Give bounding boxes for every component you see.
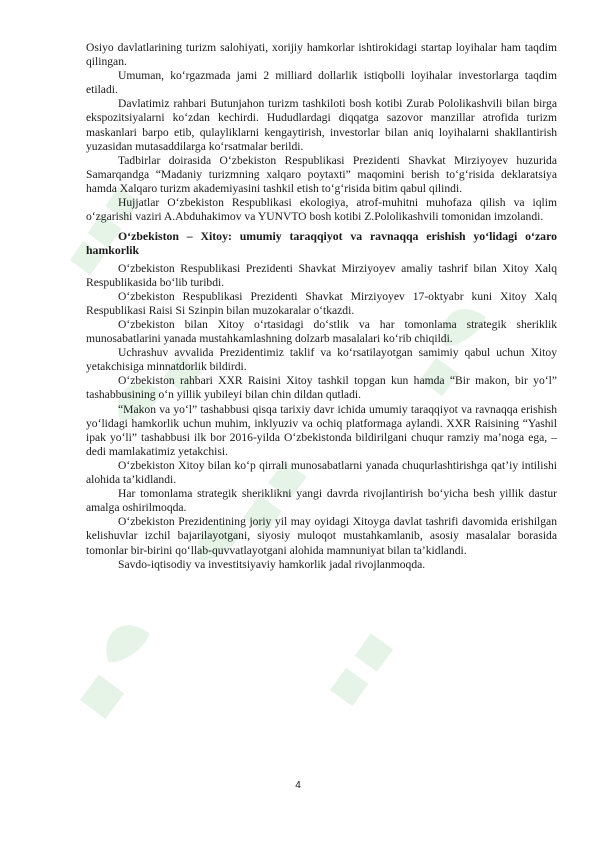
paragraph: Davlatimiz rahbari Butunjahon turizm tashkiloti bosh kotibi Zurab Pololikashvili bilan birga ekspozitsiyalarni ko‘zdan kechirdi. Hududlardagi diqqatga sazovor manzillar atrofida turizm maskanlari barpo etib, qulayliklarni kengaytirish, investorlar bilan aniq loyihalarni shakllantirish yuzasidan mutasaddilarga ko‘rsatmalar berildi. (86, 97, 557, 153)
paragraph: Hujjatlar O‘zbekiston Respublikasi ekologiya, atrof-muhitni muhofaza qilish va iqlim o‘zgarishi vaziri A.Abduhakimov va YUNVTO bosh kotibi Z.Pololikashvili tomonidan imzolandi. (86, 196, 557, 224)
paragraph: O‘zbekiston rahbari XXR Raisini Xitoy tashkil topgan kun hamda “Bir makon, bir yo‘l” tashabbusining o‘n yillik yubileyi bilan chin dildan qutladi. (86, 374, 557, 402)
paragraph: O‘zbekiston Xitoy bilan ko‘p qirrali munosabatlarni yanada chuqurlashtirishga qat’iy intilishi alohida ta’kidlandi. (86, 458, 557, 487)
paragraph: O‘zbekiston Respublikasi Prezidenti Shavkat Mirziyoyev amaliy tashrif bilan Xitoy Xalq Respublikasida bo‘lib turibdi. (86, 261, 557, 289)
paragraph: Savdo-iqtisodiy va investitsiyaviy hamkorlik jadal rivojlanmoqda. (118, 557, 426, 571)
paragraph: Har tomonlama strategik sheriklikni yangi davrda rivojlantirish bo‘yicha besh yillik dastur amalga oshirilmoqda. (86, 487, 557, 515)
paragraph: “Makon va yo‘l” tashabbusi qisqa tarixiy davr ichida umumiy taraqqiyot va ravnaqqa erishish yo‘lidagi hamkorlik uchun muhim, inklyuziv va ochiq platformaga aylandi. XXR Raisining “Yashil ipak yo‘li” tashabbusi ilk bor 2016-yilda O‘zbekistonda bildirilgani chuqur ramziy ma’noga ega, – dedi mamlakatimiz yetakchisi. (86, 402, 557, 458)
paragraph: O‘zbekiston Prezidentining joriy yil may oyidagi Xitoyga davlat tashrifi davomida erishilgan kelishuvlar izchil bajarilayotgani, siyosiy muloqot mustahkamlanib, asosiy masalalar borasida tomonlar bir-birini qo‘llab-quvvatlayotgani alohida mamnuniyat bilan ta’kidlandi. (86, 515, 557, 557)
paragraph: Tadbirlar doirasida O‘zbekiston Respublikasi Prezidenti Shavkat Mirziyoyev huzurida Samarqandga “Madaniy turizmning xalqaro poytaxti” maqomini berish to‘g‘risida deklaratsiya hamda Xalqaro turizm akademiyasini tashkil etish to‘g‘risida bitim qabul qilindi. (86, 153, 557, 195)
document-body (86, 41, 557, 572)
section-heading: O‘zbekiston – Xitoy: umumiy taraqqiyot va ravnaqqa erishish yo‘lidagi o‘zaro hamkorlik (86, 229, 557, 258)
paragraph: Osiyo davlatlarining turizm salohiyati, xorijiy hamkorlar ishtirokidagi startap loyihalar ham taqdim qilingan. (86, 41, 557, 69)
paragraph: O‘zbekiston bilan Xitoy o‘rtasidagi do‘stlik va har tomonlama strategik sheriklik munosabatlarini yanada mustahkamlashning dolzarb masalalari ko‘rib chiqildi. (86, 318, 557, 346)
page-number: 4 (295, 780, 301, 791)
paragraph: Uchrashuv avvalida Prezidentimiz taklif va ko‘rsatilayotgan samimiy qabul uchun Xitoy yetakchisiga minnatdorlik bildirdi. (86, 346, 557, 374)
paragraph: Umuman, ko‘rgazmada jami 2 milliard dollarlik istiqbolli loyihalar investorlarga taqdim etiladi. (86, 69, 557, 97)
paragraph: O‘zbekiston Respublikasi Prezidenti Shavkat Mirziyoyev 17-oktyabr kuni Xitoy Xalq Respublikasi Raisi Si Szinpin bilan muzokaralar o‘tkazdi. (86, 289, 557, 317)
